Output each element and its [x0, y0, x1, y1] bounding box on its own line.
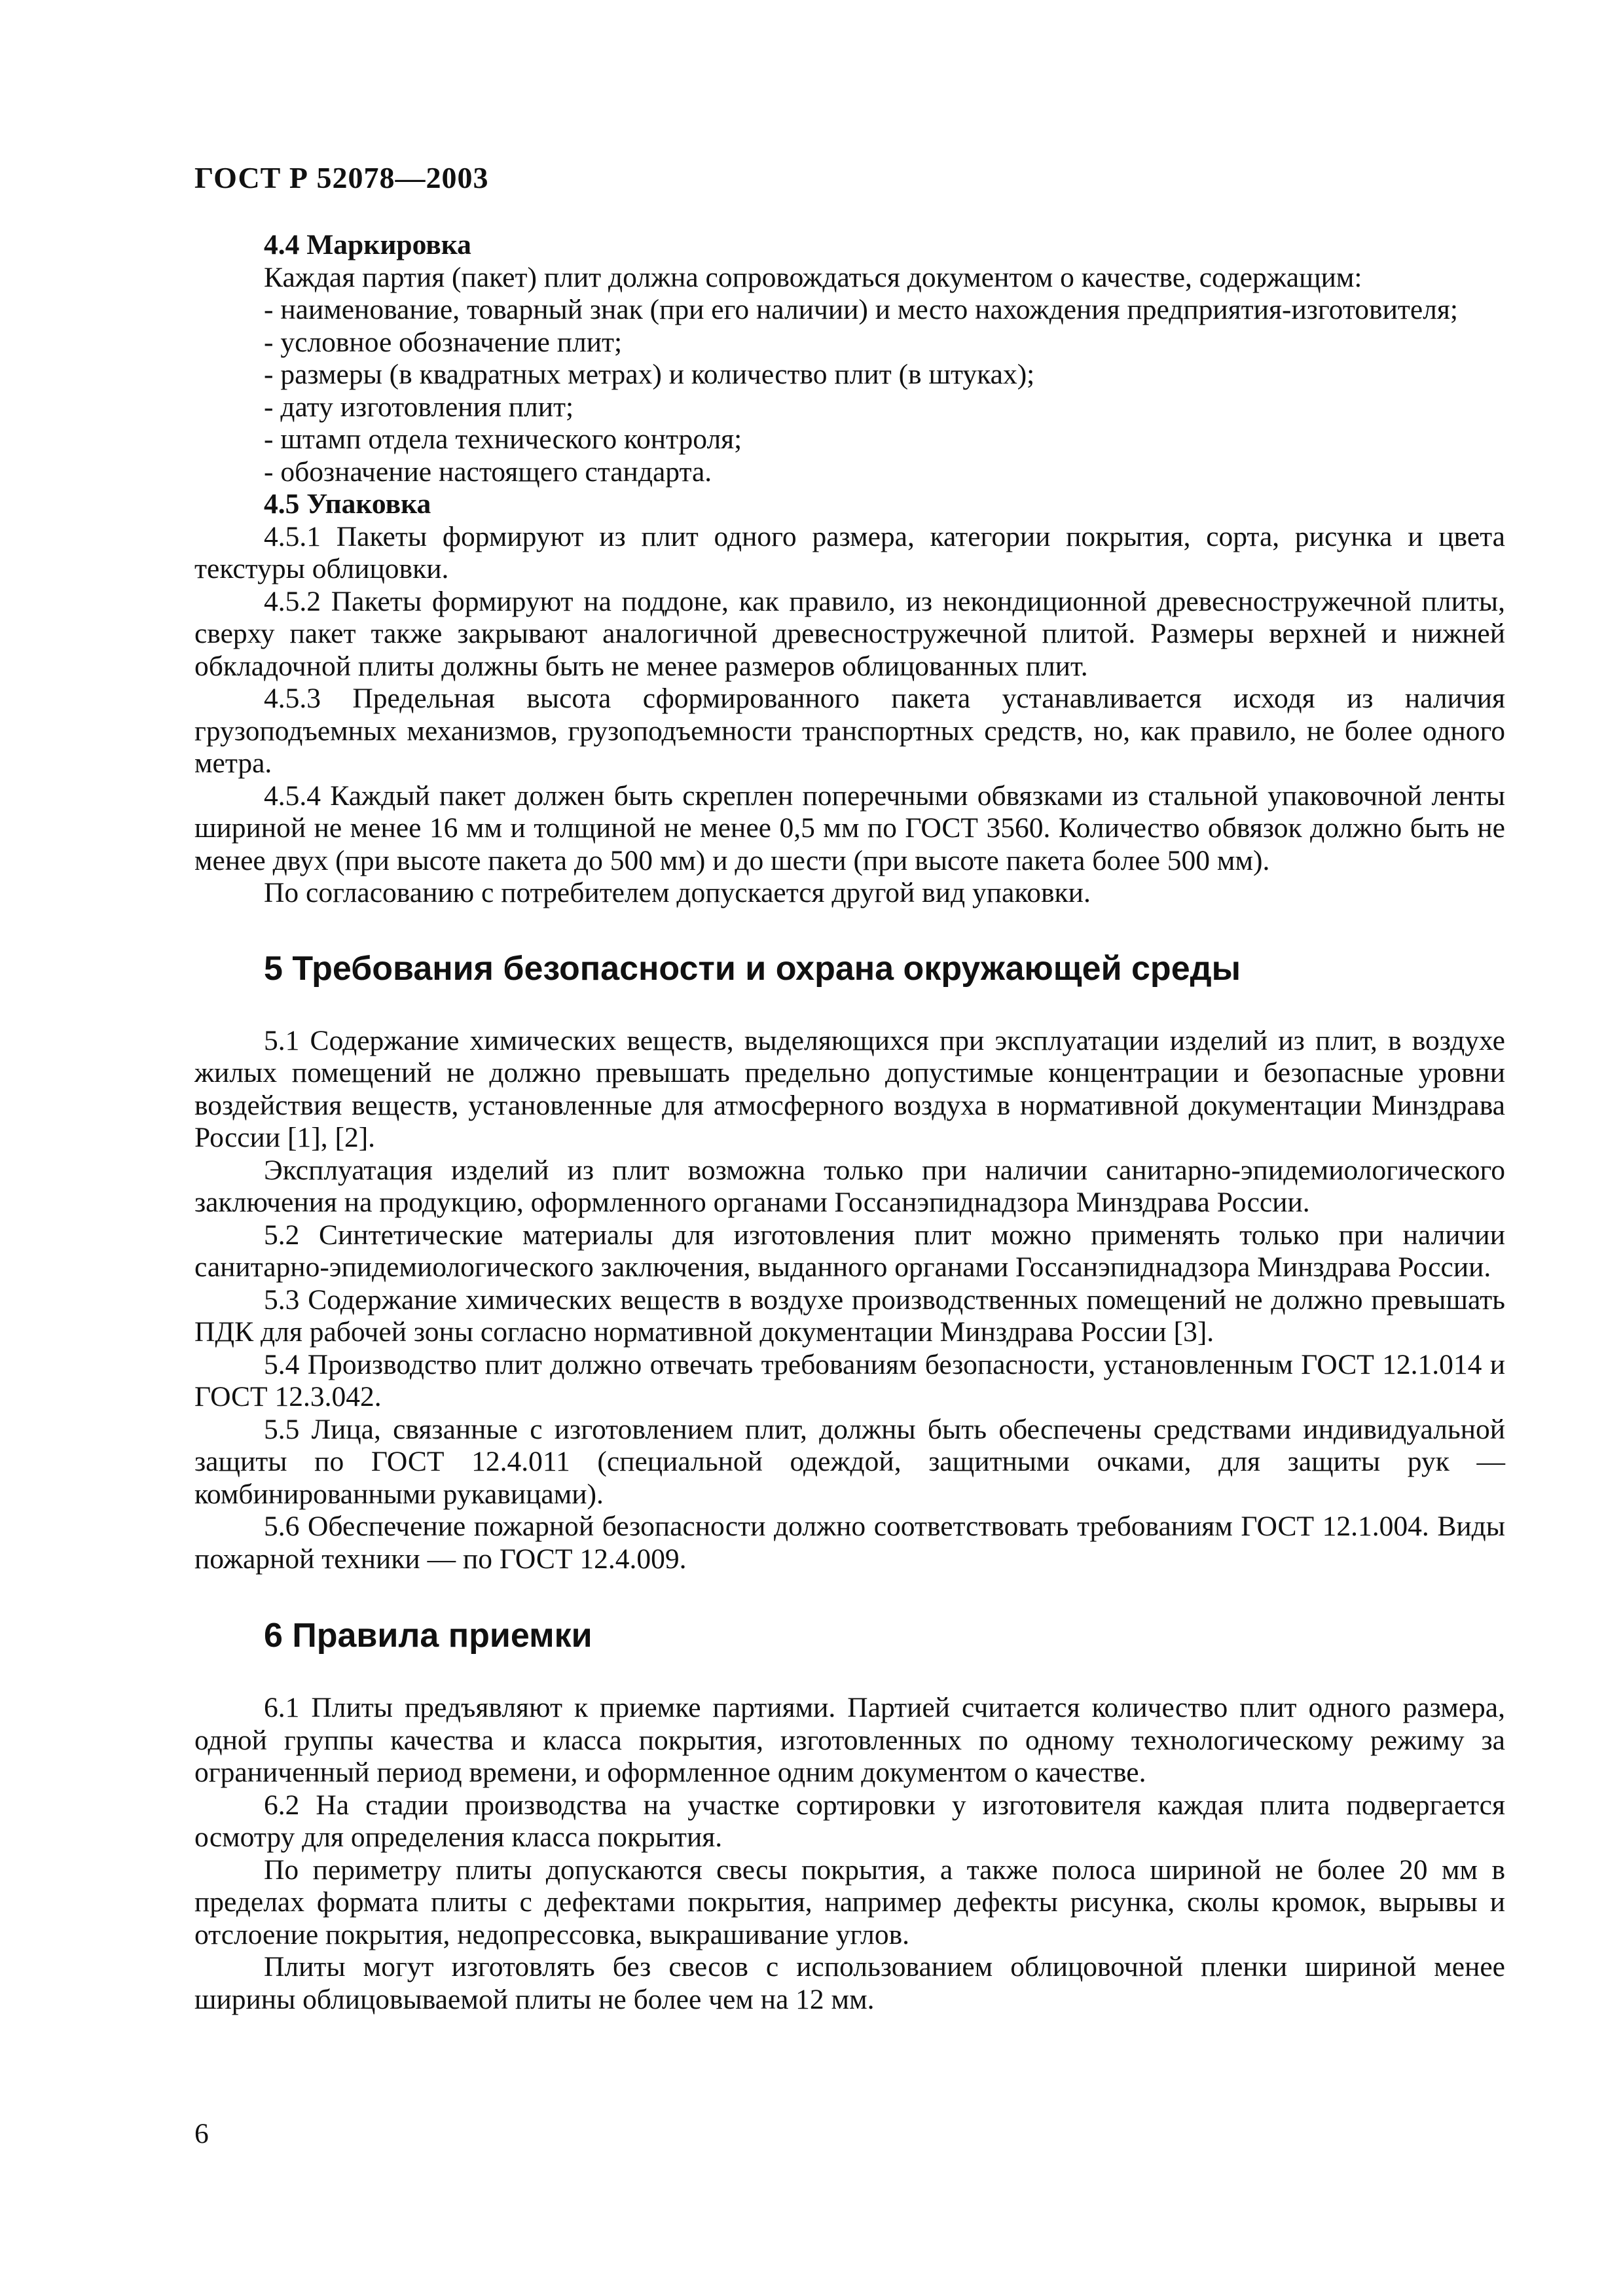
paragraph: 5.5 Лица, связанные с изготовлением плит, должны быть обеспечены средствами индивидуальной защиты по ГОСТ 12.4.011 (специальной одеждой, защитными очками, для защиты рук — комбинированными рукавицами).: [194, 1413, 1505, 1510]
paragraph: 6.2 На стадии производства на участке сортировки у изготовителя каждая плита подвергается осмотру для определения класса покрытия.: [194, 1789, 1505, 1853]
document-content: [194, 229, 1505, 2016]
document-page: [194, 0, 1505, 2296]
section-title-5: 5 Требования безопасности и охрана окружающей среды: [264, 949, 1241, 988]
subsection-title-4-4: 4.4 Маркировка: [264, 229, 471, 260]
list-item: - дату изготовления плит;: [264, 391, 574, 423]
paragraph: По периметру плиты допускаются свесы покрытия, а также полоса шириной не более 20 мм в пределах формата плиты с дефектами покрытия, например дефекты рисунка, сколы кромок, вырывы и отслоение покрытия, недопрессовка, выкрашивание углов.: [194, 1854, 1505, 1950]
paragraph: Эксплуатация изделий из плит возможна только при наличии санитарно-эпидемиологического заключения на продукцию, оформленного органами Госсанэпиднадзора Минздрава России.: [194, 1154, 1505, 1218]
paragraph: 4.5.1 Пакеты формируют из плит одного размера, категории покрытия, сорта, рисунка и цвета текстуры облицовки.: [194, 520, 1505, 584]
list-item: - размеры (в квадратных метрах) и количество плит (в штуках);: [264, 359, 1035, 390]
paragraph: 5.6 Обеспечение пожарной безопасности должно соответствовать требованиям ГОСТ 12.1.004. Виды пожарной техники — по ГОСТ 12.4.009.: [194, 1511, 1505, 1575]
paragraph: 5.3 Содержание химических веществ в воздухе производственных помещений не должно превышать ПДК для рабочей зоны согласно нормативной документации Минздрава России [3].: [194, 1283, 1505, 1348]
paragraph: Плиты могут изготовлять без свесов с использованием облицовочной пленки шириной менее ширины облицовываемой плиты не более чем на 12 мм.: [194, 1951, 1505, 2015]
page-number: 6: [194, 2118, 209, 2149]
paragraph: 4.5.3 Предельная высота сформированного пакета устанавливается исходя из наличия грузоподъемных механизмов, грузоподъемности транспортных средств, но, как правило, не более одного метра.: [194, 683, 1505, 779]
paragraph: 4.5.2 Пакеты формируют на поддоне, как правило, из некондиционной древесностружечной плиты, сверху пакет также закрывают аналогичной древесностружечной плитой. Размеры верхней и нижней обкладочной плиты должны быть не менее размеров облицованных плит.: [194, 585, 1505, 682]
list-item: - наименование, товарный знак (при его наличии) и место нахождения предприятия-изготовителя;: [264, 294, 1458, 325]
paragraph: 4.5.4 Каждый пакет должен быть скреплен поперечными обвязками из стальной упаковочной ленты шириной не менее 16 мм и толщиной не менее 0,5 мм по ГОСТ 3560. Количество обвязок должно быть не менее двух (при высоте пакета до 500 мм) и до шести (при высоте пакета более 500 мм).: [194, 780, 1505, 876]
section-title-6: 6 Правила приемки: [264, 1617, 593, 1655]
paragraph: 5.1 Содержание химических веществ, выделяющихся при эксплуатации изделий из плит, в воздухе жилых помещений не должно превышать предельно допустимые концентрации и безопасные уровни воздействия веществ, установленные для атмосферного воздуха в нормативной документации Минздрава России [1], [2].: [194, 1024, 1505, 1153]
paragraph: 5.2 Синтетические материалы для изготовления плит можно применять только при наличии санитарно-эпидемиологического заключения, выданного органами Госсанэпиднадзора Минздрава России.: [194, 1219, 1505, 1283]
list-item: - обозначение настоящего стандарта.: [264, 456, 712, 488]
paragraph: Каждая партия (пакет) плит должна сопровождаться документом о качестве, содержащим:: [264, 261, 1362, 293]
paragraph: По согласованию с потребителем допускается другой вид упаковки.: [264, 877, 1091, 908]
paragraph: 5.4 Производство плит должно отвечать требованиям безопасности, установленным ГОСТ 12.1.014 и ГОСТ 12.3.042.: [194, 1348, 1505, 1412]
list-item: - условное обозначение плит;: [264, 326, 623, 358]
document-header: ГОСТ Р 52078—2003: [194, 161, 489, 194]
paragraph: 6.1 Плиты предъявляют к приемке партиями. Партией считается количество плит одного размера, одной группы качества и класса покрытия, изготовленных по одному технологическому режиму за ограниченный период времени, и оформленное одним документом о качестве.: [194, 1692, 1505, 1788]
subsection-title-4-5: 4.5 Упаковка: [264, 488, 431, 520]
list-item: - штамп отдела технического контроля;: [264, 423, 742, 455]
